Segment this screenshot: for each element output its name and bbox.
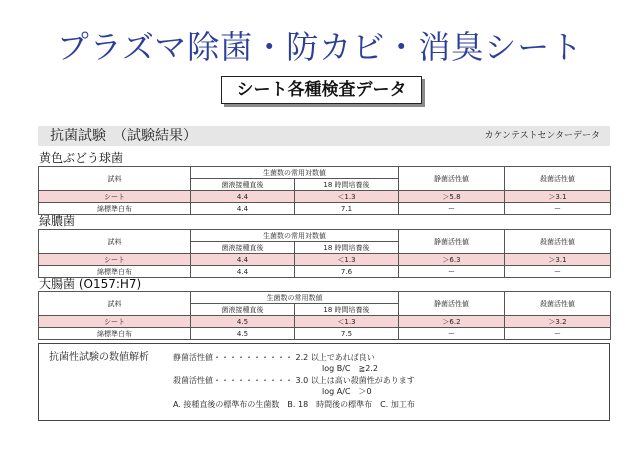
cell-sample: シート — [39, 254, 191, 266]
organism-title-staph: 黄色ぶどう球菌 — [39, 151, 124, 165]
header-static: 静菌活性値 — [399, 230, 505, 254]
cell-bactericidal: ＞3.1 — [505, 191, 611, 203]
section-header — [38, 126, 610, 146]
header-bactericidal: 殺菌活性値 — [505, 292, 611, 316]
cell-after: 7.6 — [295, 266, 399, 278]
table-row — [39, 203, 611, 215]
header-bactericidal: 殺菌活性値 — [505, 167, 611, 191]
header-group: 生菌数の常用対数値 — [191, 167, 399, 179]
cell-static: ＞6.3 — [399, 254, 505, 266]
header-static: 静菌活性値 — [399, 292, 505, 316]
table-row — [39, 266, 611, 278]
cell-immediate: 4.5 — [191, 316, 295, 328]
cell-after: ＜1.3 — [295, 316, 399, 328]
cell-immediate: 4.4 — [191, 254, 295, 266]
header-immediate: 菌液接種直後 — [191, 179, 295, 191]
header-immediate: 菌液接種直後 — [191, 304, 295, 316]
analysis-formula-static: log B/C ≧2.2 — [322, 364, 378, 373]
cell-sample: シート — [39, 316, 191, 328]
analysis-box — [38, 343, 610, 421]
table-row — [39, 254, 611, 266]
organism-title-pseudomonas: 緑膿菌 — [39, 214, 76, 228]
header-group: 生菌数の常用数値 — [191, 292, 399, 304]
page-title: プラズマ除菌・防カビ・消臭シート — [56, 28, 584, 66]
cell-static: ー — [399, 266, 505, 278]
header-after: 18 時間培養後 — [295, 304, 399, 316]
cell-immediate: 4.4 — [191, 203, 295, 215]
analysis-line-static: 静菌活性値・・・・・・・・・・ 2.2 以上であれば良い — [173, 353, 375, 362]
header-after: 18 時間培養後 — [295, 179, 399, 191]
cell-bactericidal: ＞3.2 — [505, 316, 611, 328]
analysis-title: 抗菌性試験の数値解析 — [49, 352, 149, 363]
results-table-staph — [38, 166, 611, 215]
cell-sample: 綿標準白布 — [39, 203, 191, 215]
cell-bactericidal: ＞3.1 — [505, 254, 611, 266]
table-row — [39, 316, 611, 328]
cell-sample: 綿標準白布 — [39, 328, 191, 340]
cell-after: 7.5 — [295, 328, 399, 340]
cell-static: ー — [399, 328, 505, 340]
table-row — [39, 328, 611, 340]
results-table-ecoli — [38, 291, 611, 340]
cell-after: ＜1.3 — [295, 191, 399, 203]
cell-immediate: 4.5 — [191, 328, 295, 340]
header-sample: 試料 — [39, 230, 191, 254]
header-sample: 試料 — [39, 167, 191, 191]
analysis-formula-bactericidal: log A/C ＞0 — [322, 387, 372, 396]
table-row — [39, 191, 611, 203]
cell-immediate: 4.4 — [191, 191, 295, 203]
cell-bactericidal: ー — [505, 203, 611, 215]
cell-static: ＞5.8 — [399, 191, 505, 203]
section-title: 抗菌試験 （試験結果） — [50, 128, 197, 144]
results-table-pseudomonas — [38, 229, 611, 278]
analysis-legend: A. 接種直後の標準布の生菌数 B. 18 時間後の標準布 C. 加工布 — [173, 400, 415, 409]
header-after: 18 時間培養後 — [295, 242, 399, 254]
analysis-line-bactericidal: 殺菌活性値・・・・・・・・・・ 3.0 以上は高い殺菌性があります — [173, 376, 415, 385]
header-static: 静菌活性値 — [399, 167, 505, 191]
cell-immediate: 4.4 — [191, 266, 295, 278]
cell-sample: シート — [39, 191, 191, 203]
cell-bactericidal: ー — [505, 328, 611, 340]
subtitle-box: シート各種検査データ — [221, 76, 422, 104]
organism-title-ecoli: 大腸菌 (O157:H7) — [39, 277, 142, 291]
cell-after: ＜1.3 — [295, 254, 399, 266]
cell-static: ー — [399, 203, 505, 215]
cell-bactericidal: ー — [505, 266, 611, 278]
cell-static: ＞6.2 — [399, 316, 505, 328]
cell-sample: 綿標準白布 — [39, 266, 191, 278]
header-bactericidal: 殺菌活性値 — [505, 230, 611, 254]
header-immediate: 菌液接種直後 — [191, 242, 295, 254]
header-group: 生菌数の常用対数値 — [191, 230, 399, 242]
section-source: カケンテストセンターデータ — [484, 131, 600, 141]
header-sample: 試料 — [39, 292, 191, 316]
cell-after: 7.1 — [295, 203, 399, 215]
